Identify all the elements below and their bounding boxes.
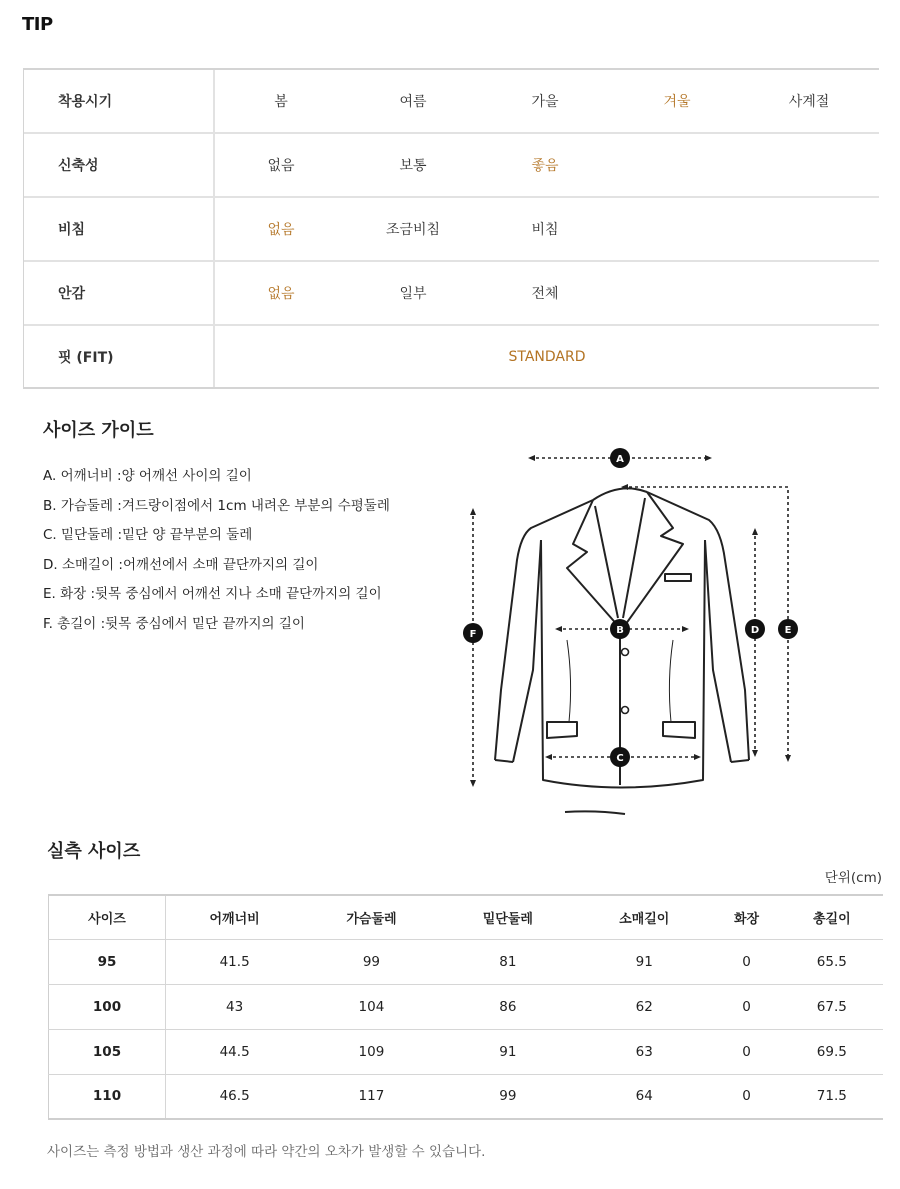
tip-option: 비침	[531, 222, 559, 238]
size-guide-key: D. 소매길이 :	[43, 556, 123, 573]
size-guide-key: A. 어깨너비 :	[43, 468, 122, 484]
tip-row-options	[215, 134, 879, 196]
size-label-cell: 95	[49, 939, 166, 984]
size-column-header: 어깨너비	[166, 895, 304, 939]
size-guide-key: F. 총길이 :	[43, 615, 106, 632]
size-value-cell: 117	[303, 1074, 439, 1119]
size-guide-text: 뒷목 중심에서 어깨선 지나 소매 끝단까지의 길이	[95, 586, 382, 602]
marker-b	[610, 619, 630, 639]
size-table-body	[49, 939, 884, 1119]
svg-text:E: E	[784, 625, 792, 636]
tip-row-label: 안감	[24, 262, 215, 324]
tip-row	[24, 70, 879, 134]
size-label-cell: 105	[49, 1029, 166, 1074]
marker-f	[463, 623, 483, 643]
button	[622, 649, 629, 656]
jacket-buttons	[622, 649, 629, 714]
svg-text:A: A	[616, 454, 624, 465]
marker-e	[778, 619, 798, 639]
tip-option: 여름	[399, 94, 427, 110]
size-value-cell: 91	[440, 1029, 576, 1074]
table-row	[49, 939, 884, 984]
marker-c	[610, 747, 630, 767]
tip-row	[24, 134, 879, 198]
size-guide-item	[43, 555, 390, 585]
size-label-cell: 110	[49, 1074, 166, 1119]
measured-size-table	[48, 894, 883, 1120]
tip-row	[24, 198, 879, 262]
svg-text:C: C	[616, 753, 624, 764]
tip-row	[24, 262, 879, 326]
tip-row-label: 착용시기	[24, 70, 215, 132]
size-value-cell: 67.5	[781, 984, 883, 1029]
size-value-cell: 81	[440, 939, 576, 984]
tip-option: 전체	[531, 286, 559, 302]
size-value-cell: 0	[712, 939, 780, 984]
size-table-header	[49, 895, 884, 939]
table-row	[49, 984, 884, 1029]
tip-row-options	[215, 326, 879, 387]
size-guide-key: C. 밑단둘레 :	[43, 527, 123, 543]
table-row	[49, 1074, 884, 1119]
size-value-cell: 0	[712, 1029, 780, 1074]
size-value-cell: 86	[440, 984, 576, 1029]
size-guide-text: 뒷목 중심에서 밑단 끝까지의 길이	[105, 615, 305, 632]
size-column-header: 사이즈	[49, 895, 166, 939]
tip-option: 가을	[531, 94, 559, 110]
size-value-cell: 99	[303, 939, 439, 984]
tip-title: TIP	[22, 14, 53, 35]
fit-value: STANDARD	[508, 348, 586, 365]
size-label-cell: 100	[49, 984, 166, 1029]
svg-text:B: B	[616, 625, 624, 636]
tip-option: 좋음	[531, 158, 559, 174]
size-value-cell: 69.5	[781, 1029, 883, 1074]
table-row	[49, 1029, 884, 1074]
size-value-cell: 62	[576, 984, 712, 1029]
svg-text:D: D	[750, 625, 760, 636]
size-guide-list	[43, 466, 390, 643]
marker-d	[745, 619, 765, 639]
size-value-cell: 63	[576, 1029, 712, 1074]
size-value-cell: 0	[712, 984, 780, 1029]
tip-option: 사계절	[788, 94, 830, 110]
size-guide-text: 겨드랑이점에서 1cm 내려온 부분의 수평둘레	[121, 497, 390, 514]
size-value-cell: 109	[303, 1029, 439, 1074]
tip-option: 겨울	[663, 94, 691, 110]
tip-row-label: 비침	[24, 198, 215, 260]
tip-option: 보통	[399, 158, 427, 174]
size-value-cell: 44.5	[166, 1029, 304, 1074]
size-column-header: 화장	[712, 895, 780, 939]
size-guide-key: E. 화장 :	[43, 586, 96, 602]
size-value-cell: 41.5	[166, 939, 304, 984]
tip-option: 일부	[399, 286, 427, 302]
tip-option: 없음	[267, 286, 295, 302]
tip-option: 조금비침	[385, 222, 441, 238]
tip-table	[23, 68, 879, 389]
size-guide-item	[43, 584, 390, 614]
tip-row-options	[215, 198, 879, 260]
size-column-header: 가슴둘레	[303, 895, 439, 939]
tip-row-label: 핏 (FIT)	[24, 326, 215, 387]
tip-row-fit	[24, 326, 879, 389]
size-column-header: 총길이	[781, 895, 883, 939]
measured-size-title: 실측 사이즈	[47, 841, 141, 862]
tip-option: 없음	[267, 222, 295, 238]
size-value-cell: 64	[576, 1074, 712, 1119]
size-guide-key: B. 가슴둘레 :	[43, 497, 122, 514]
button	[622, 707, 629, 714]
size-guide-text: 양 어깨선 사이의 길이	[121, 468, 252, 484]
marker-a	[610, 448, 630, 468]
tip-row-options	[215, 262, 879, 324]
unit-label: 단위(cm)	[824, 870, 882, 886]
size-value-cell: 46.5	[166, 1074, 304, 1119]
tip-option: 없음	[267, 158, 295, 174]
svg-text:F: F	[469, 629, 477, 640]
size-guide-item	[43, 496, 390, 526]
tip-row-label: 신축성	[24, 134, 215, 196]
size-guide-item	[43, 614, 390, 644]
size-value-cell: 0	[712, 1074, 780, 1119]
tip-row-options	[215, 70, 879, 132]
size-guide-text: 어깨선에서 소매 끝단까지의 길이	[122, 556, 319, 573]
size-guide-title: 사이즈 가이드	[43, 420, 154, 441]
size-value-cell: 71.5	[781, 1074, 883, 1119]
measure-lines	[473, 458, 788, 785]
size-value-cell: 99	[440, 1074, 576, 1119]
size-guide-text: 밑단 양 끝부분의 둘레	[122, 527, 253, 543]
size-value-cell: 91	[576, 939, 712, 984]
jacket-measurement-diagram	[455, 440, 815, 820]
size-value-cell: 104	[303, 984, 439, 1029]
size-column-header: 소매길이	[576, 895, 712, 939]
measure-markers	[463, 448, 798, 767]
measurement-note: 사이즈는 측정 방법과 생산 과정에 따라 약간의 오차가 발생할 수 있습니다.	[47, 1144, 486, 1160]
size-value-cell: 43	[166, 984, 304, 1029]
size-column-header: 밑단둘레	[440, 895, 576, 939]
size-guide-item	[43, 466, 390, 496]
size-value-cell: 65.5	[781, 939, 883, 984]
size-guide-item	[43, 525, 390, 555]
tip-option: 봄	[274, 94, 288, 110]
